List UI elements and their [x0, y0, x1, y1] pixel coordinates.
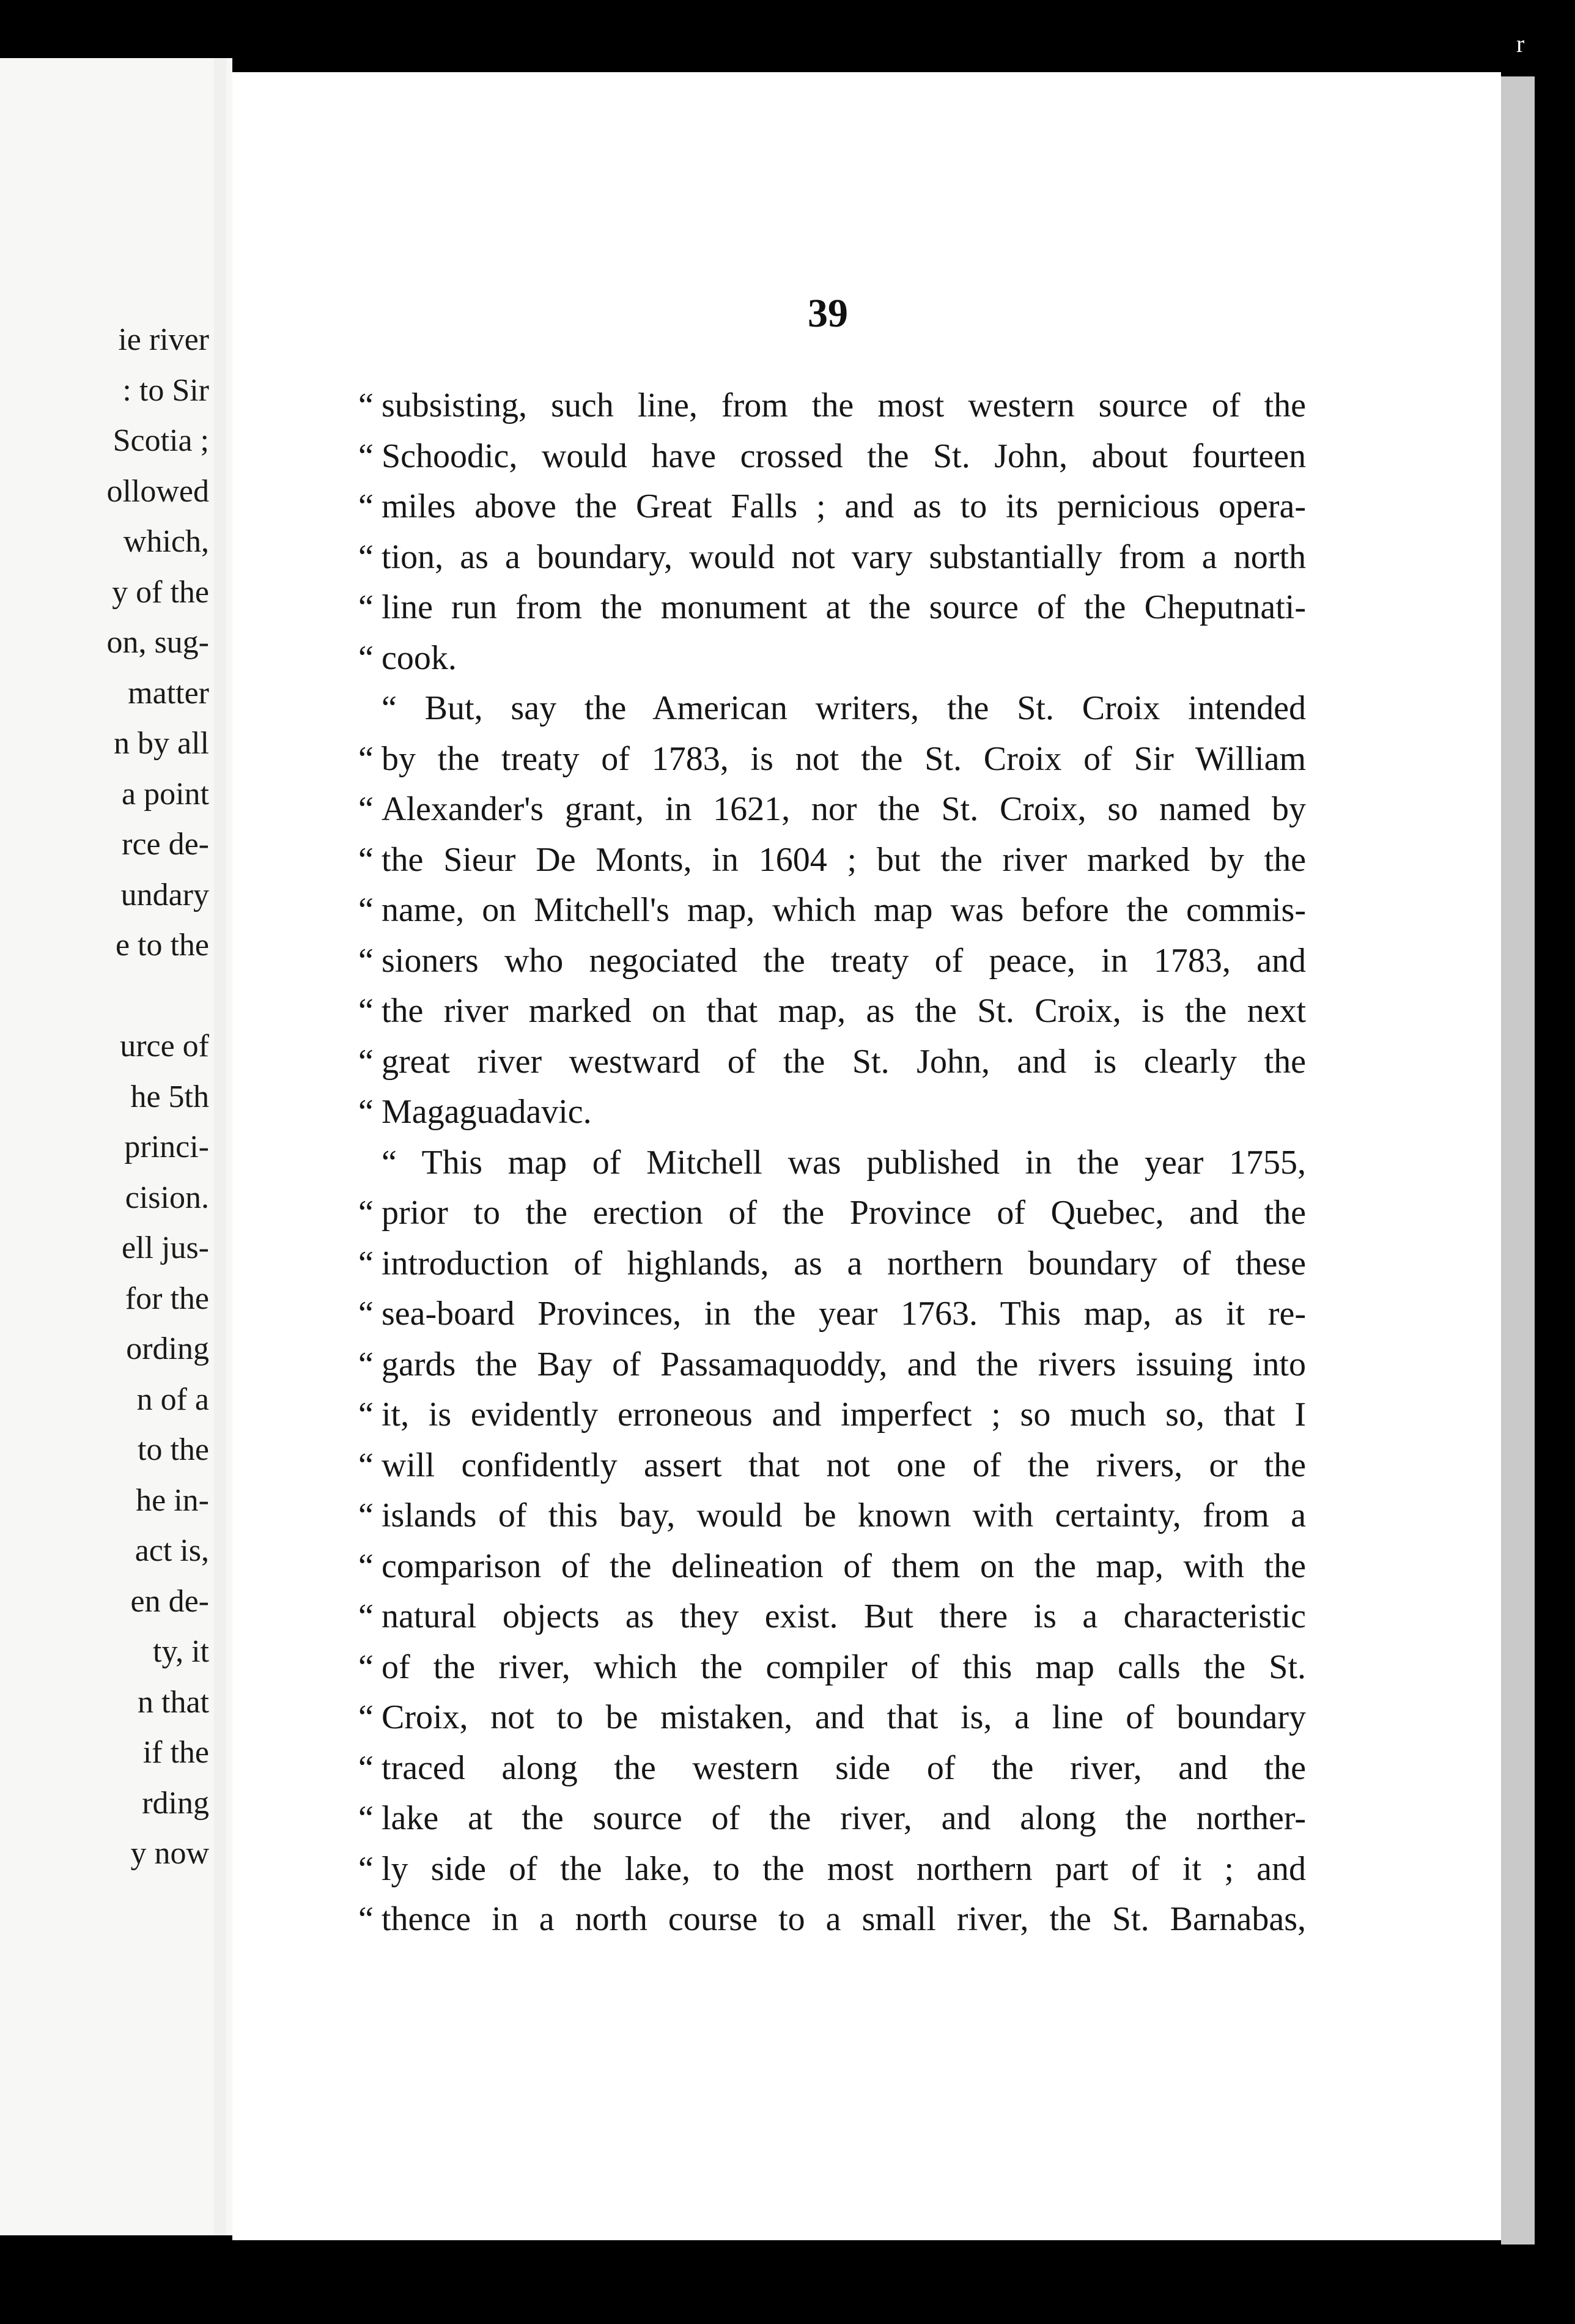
- quote-mark: “: [358, 1749, 374, 1787]
- text-line: [358, 1196, 1306, 1230]
- corner-mark: r: [1516, 30, 1525, 57]
- line-text: “ This map of Mitchell was published in the year 1755,: [382, 1143, 1306, 1182]
- left-page-fragment: n that: [138, 1684, 209, 1720]
- quote-mark: “: [358, 588, 374, 626]
- left-page-fragment: ording: [126, 1331, 209, 1366]
- left-page-fragment: y of the: [112, 574, 209, 610]
- quote-mark: “: [358, 1446, 374, 1484]
- left-page-fragment: urce of: [120, 1029, 209, 1064]
- line-text: subsisting, such line, from the most western source of the: [382, 387, 1306, 424]
- line-text: name, on Mitchell's map, which map was before the commis-: [382, 891, 1306, 929]
- text-line: [358, 1700, 1306, 1734]
- line-text: will confidently assert that not one of the rivers, or the: [382, 1446, 1306, 1484]
- line-text: line run from the monument at the source of the Cheputnati-: [382, 588, 1306, 626]
- text-line: [358, 540, 1306, 574]
- line-text: the river marked on that map, as the St. Croix, is the next: [382, 992, 1306, 1030]
- left-page-fragment: undary: [120, 877, 209, 912]
- text-line: [358, 1801, 1306, 1835]
- quote-mark: “: [358, 1396, 374, 1434]
- quote-mark: “: [358, 1042, 374, 1081]
- text-line: [358, 638, 1306, 677]
- line-text: Schoodic, would have crossed the St. John, about fourteen: [382, 437, 1306, 475]
- text-line: [358, 1751, 1306, 1785]
- text-line: [358, 1347, 1306, 1382]
- quote-mark: “: [358, 1244, 374, 1282]
- text-line: [358, 941, 1306, 980]
- quote-mark: “: [358, 487, 374, 525]
- text-line: [358, 1650, 1306, 1684]
- line-text: gards the Bay of Passamaquoddy, and the rivers issuing into: [382, 1345, 1306, 1383]
- line-text: by the treaty of 1783, is not the St. Croix of Sir William: [382, 739, 1306, 778]
- left-page-fragment: ty, it: [153, 1634, 209, 1669]
- left-page-fragment: rce de-: [122, 827, 209, 862]
- quote-mark: “: [358, 1799, 374, 1837]
- line-text: Magaguadavic.: [382, 1093, 592, 1131]
- quote-mark: “: [358, 1345, 374, 1383]
- quote-mark: “: [358, 437, 374, 475]
- line-text: Alexander's grant, in 1621, nor the St. Croix, so named by: [382, 790, 1306, 828]
- left-page-fragment: if the: [142, 1735, 209, 1770]
- line-text: sioners who negociated the treaty of peace, in 1783, and: [382, 941, 1306, 980]
- text-line: [358, 840, 1306, 879]
- left-page-fragment: ell jus-: [122, 1230, 209, 1265]
- left-page-fragment: matter: [128, 675, 209, 711]
- line-text: the Sieur De Monts, in 1604 ; but the river marked by the: [382, 840, 1306, 879]
- text-line: [358, 1549, 1306, 1583]
- text-line: [358, 1095, 1306, 1129]
- left-page-fragment: on, sug-: [106, 625, 209, 660]
- quote-mark: “: [358, 840, 374, 879]
- left-page-fragment: for the: [125, 1281, 209, 1316]
- left-page-fragment: which,: [123, 524, 209, 559]
- line-text: miles above the Great Falls ; and as to its pernicious opera-: [382, 487, 1306, 525]
- left-page-fragment: Scotia ;: [112, 423, 209, 458]
- left-page-fragment: he in-: [136, 1482, 209, 1518]
- quote-mark: “: [358, 1597, 374, 1635]
- line-text: islands of this bay, would be known with certainty, from a: [382, 1497, 1306, 1534]
- text-line: [358, 1448, 1306, 1482]
- text-line: [358, 893, 1306, 927]
- text-line: [358, 1397, 1306, 1432]
- text-line: [358, 590, 1306, 624]
- left-page-fragment: en de-: [130, 1583, 209, 1619]
- left-page-fragment: princi-: [124, 1130, 209, 1164]
- line-text: natural objects as they exist. But there is a characteristic: [382, 1597, 1306, 1635]
- left-page-fragment: he 5th: [130, 1079, 209, 1114]
- text-line: [358, 1297, 1306, 1331]
- page-edge-shadow: [1501, 76, 1535, 2244]
- quote-mark: “: [358, 387, 374, 424]
- line-text: cook.: [382, 638, 457, 677]
- quote-mark: “: [358, 1295, 374, 1333]
- page-number: 39: [808, 291, 848, 336]
- text-line: [358, 439, 1306, 473]
- line-text: sea-board Provinces, in the year 1763. This map, as it re-: [382, 1295, 1306, 1333]
- quote-mark: “: [358, 638, 374, 677]
- text-line: [358, 1246, 1306, 1281]
- left-page-fragment: act is,: [135, 1533, 209, 1568]
- quote-mark: “: [358, 891, 374, 929]
- quote-mark: “: [358, 538, 374, 576]
- left-page-fragment: n by all: [114, 726, 209, 761]
- quote-mark: “: [358, 941, 374, 980]
- quote-mark: “: [358, 739, 374, 778]
- text-line: [358, 1599, 1306, 1634]
- quote-mark: “: [358, 1194, 374, 1232]
- text-line: [358, 1145, 1306, 1180]
- quote-mark: “: [358, 1093, 374, 1131]
- text-line: [358, 994, 1306, 1028]
- text-line: [358, 739, 1306, 778]
- line-text: great river westward of the St. John, and is clearly the: [382, 1042, 1306, 1081]
- left-page-fragment: rding: [142, 1785, 209, 1821]
- quote-mark: “: [358, 1648, 374, 1686]
- left-page-fragment: ie river: [118, 322, 209, 357]
- text-line: [358, 489, 1306, 524]
- quote-mark: “: [358, 1698, 374, 1736]
- text-line: [358, 1849, 1306, 1888]
- quote-mark: “: [358, 790, 374, 828]
- text-line: [358, 1042, 1306, 1081]
- line-text: thence in a north course to a small river, the St. Barnabas,: [382, 1900, 1306, 1938]
- left-page-fragment: : to Sir: [122, 372, 209, 408]
- left-facing-page: [0, 58, 232, 2235]
- quote-mark: “: [358, 1849, 374, 1888]
- line-text: of the river, which the compiler of this map calls the St.: [382, 1648, 1306, 1686]
- line-text: ly side of the lake, to the most northern part of it ; and: [382, 1849, 1306, 1888]
- left-page-fragment: cision.: [125, 1180, 209, 1215]
- text-line: [358, 388, 1306, 423]
- quote-mark: “: [358, 1900, 374, 1938]
- line-text: “ But, say the American writers, the St. Croix intended: [382, 689, 1306, 727]
- left-page-fragment: y now: [130, 1836, 209, 1871]
- quote-mark: “: [358, 1497, 374, 1534]
- quote-mark: “: [358, 992, 374, 1030]
- line-text: Croix, not to be mistaken, and that is, a line of boundary: [382, 1698, 1306, 1736]
- text-line: [358, 691, 1306, 725]
- text-line: [358, 1498, 1306, 1533]
- line-text: prior to the erection of the Province of Quebec, and the: [382, 1194, 1306, 1232]
- left-page-fragment: a point: [122, 776, 209, 812]
- left-page-fragment: n of a: [136, 1382, 209, 1417]
- line-text: lake at the source of the river, and along the norther-: [382, 1799, 1306, 1837]
- line-text: tion, as a boundary, would not vary substantially from a north: [382, 538, 1306, 576]
- text-line: [358, 792, 1306, 826]
- quote-mark: “: [358, 1547, 374, 1585]
- text-line: [358, 1902, 1306, 1936]
- left-page-fragment: ollowed: [106, 473, 209, 509]
- line-text: comparison of the delineation of them on the map, with the: [382, 1547, 1306, 1585]
- line-text: traced along the western side of the river, and the: [382, 1749, 1306, 1787]
- line-text: it, is evidently erroneous and imperfect ; so much so, that I: [382, 1396, 1306, 1434]
- book-gutter: [214, 58, 226, 2235]
- left-page-fragment: to the: [138, 1432, 209, 1467]
- line-text: introduction of highlands, as a northern boundary of these: [382, 1244, 1306, 1282]
- left-page-fragment: e to the: [115, 928, 209, 963]
